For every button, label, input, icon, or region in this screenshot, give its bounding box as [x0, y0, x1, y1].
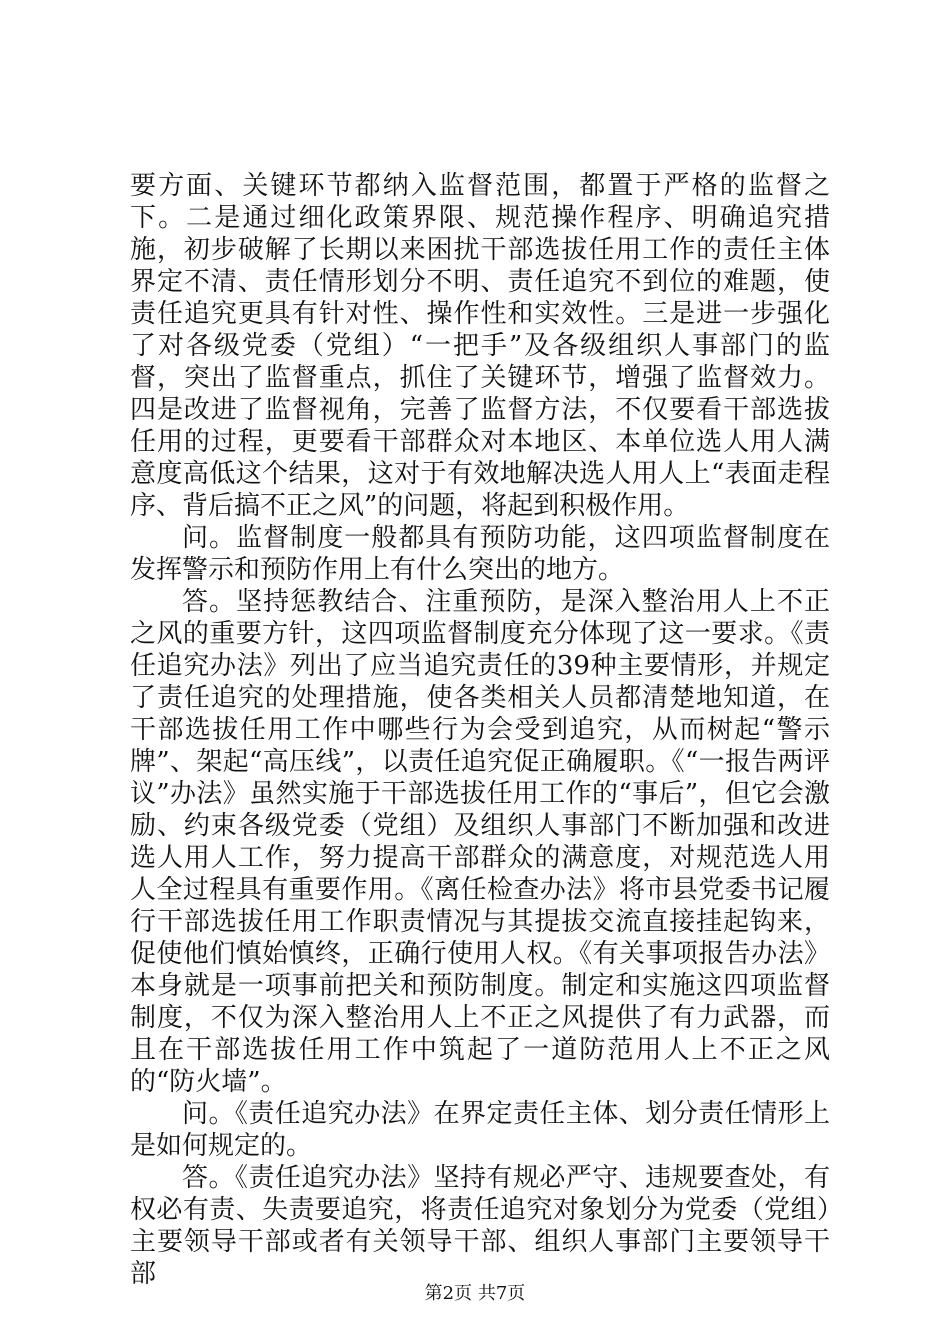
paragraph-2-question: 问。监督制度一般都具有预防功能，这四项监督制度在发挥警示和预防作用上有什么突出的地方。 — [130, 523, 830, 585]
paragraph-3-answer: 答。坚持惩教结合、注重预防，是深入整治用人上不正之风的重要方针，这四项监督制度充分体现了这一要求。《责任追究办法》列出了应当追究责任的39种主要情形，并规定了责任追究的处理措施，使各类相关人员都清楚地知道，在干部选拔任用工作中哪些行为会受到追究，从而树起“警示牌”、架起“高压线”，以责任追究促正确履职。《“一报告两评议”办法》虽然实施于干部选拔任用工作的“事后”，但它会激励、约束各级党委（党组）及组织人事部门不断加强和改进选人用人工作，努力提高干部群众的满意度，对规范选人用人全过程具有重要作用。《离任检查办法》将市县党委书记履行干部选拔任用工作职责情况与其提拔交流直接挂起钩来，促使他们慎始慎终，正确行使用人权。《有关事项报告办法》本身就是一项事前把关和预防制度。制定和实施这四项监督制度，不仅为深入整治用人上不正之风提供了有力武器，而且在干部选拔任用工作中筑起了一道防范用人上不正之风的“防火墙”。 — [130, 587, 830, 1097]
paragraph-4-question: 问。《责任追究办法》在界定责任主体、划分责任情形上是如何规定的。 — [130, 1099, 830, 1161]
page-footer: 第2页 共7页 — [424, 1283, 526, 1304]
document-body — [130, 170, 830, 1290]
paragraph-1: 要方面、关键环节都纳入监督范围，都置于严格的监督之下。二是通过细化政策界限、规范操作程序、明确追究措施，初步破解了长期以来困扰干部选拔任用工作的责任主体界定不清、责任情形划分不明、责任追究不到位的难题，使责任追究更具有针对性、操作性和实效性。三是进一步强化了对各级党委（党组）“一把手”及各级组织人事部门的监督，突出了监督重点，抓住了关键环节，增强了监督效力。四是改进了监督视角，完善了监督方法，不仅要看干部选拔任用的过程，更要看干部群众对本地区、本单位选人用人满意度高低这个结果，这对于有效地解决选人用人上“表面走程序、背后搞不正之风”的问题，将起到积极作用。 — [130, 171, 830, 521]
paragraph-5-answer: 答。《责任追究办法》坚持有规必严守、违规要查处，有权必有责、失责要追究，将责任追究对象划分为党委（党组）主要领导干部或者有关领导干部、组织人事部门主要领导干部 — [130, 1163, 830, 1289]
